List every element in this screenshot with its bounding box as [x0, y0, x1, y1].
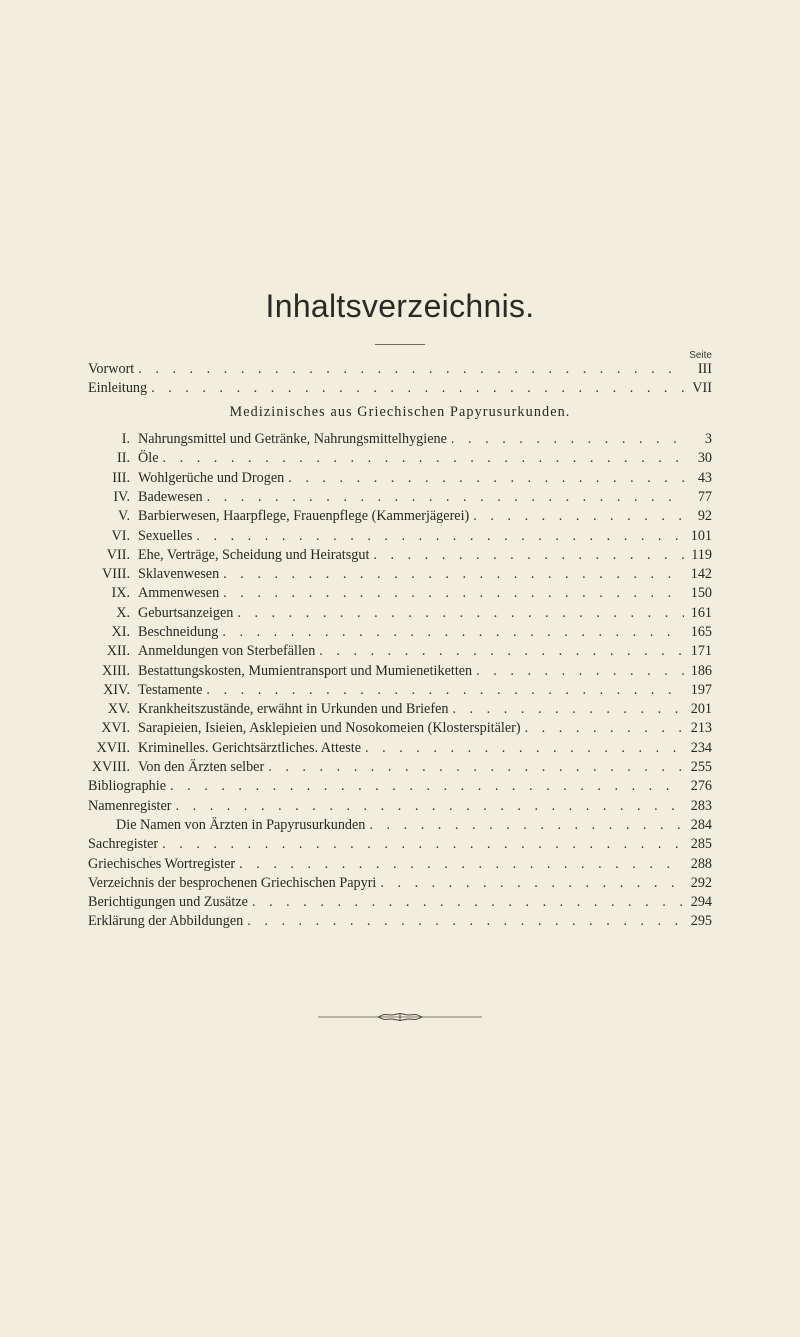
toc-entry [88, 359, 712, 379]
chapter-number: I. [121, 431, 130, 447]
chapter-number: XVIII. [91, 759, 130, 775]
chapter-number: XI. [111, 624, 130, 640]
dot-leader [373, 545, 684, 565]
toc-chapter-entry [88, 680, 712, 700]
page-number: 150 [690, 585, 712, 601]
page-number: 292 [690, 875, 712, 891]
dot-leader [138, 359, 684, 379]
toc-chapter-entry [88, 448, 712, 468]
dot-leader [247, 911, 684, 931]
dot-leader [176, 796, 684, 816]
chapter-number: XVII. [96, 740, 130, 756]
toc-chapter-entry [88, 641, 712, 661]
page-number: 43 [697, 470, 712, 486]
section-heading: Medizinisches aus Griechischen Papyrusurkunden. [229, 404, 571, 420]
toc-entry [88, 834, 712, 854]
dot-leader [170, 776, 684, 796]
entry-label: Beschneidung [138, 624, 219, 640]
page-number: 197 [690, 682, 712, 698]
entry-label: Krankheitszustände, erwähnt in Urkunden und Briefen [138, 701, 449, 717]
dot-leader [223, 583, 684, 603]
page-number: 101 [690, 528, 712, 544]
dot-leader [163, 448, 685, 468]
dot-leader [319, 641, 684, 661]
chapter-number: XII. [106, 643, 130, 659]
entry-label: Wohlgerüche und Drogen [138, 470, 285, 486]
entry-label: Badewesen [138, 489, 203, 505]
entry-label: Vorwort [88, 361, 135, 377]
page-number: 213 [690, 720, 712, 736]
toc-entry [88, 873, 712, 893]
toc-entry [88, 892, 712, 912]
toc-chapter-entry [88, 429, 712, 449]
page-number: 284 [690, 817, 712, 833]
dot-leader [239, 854, 684, 874]
dot-leader [473, 506, 684, 526]
dot-leader [380, 873, 684, 893]
page-number: 288 [690, 856, 712, 872]
chapter-number: IV. [113, 489, 130, 505]
chapter-number: X. [116, 605, 130, 621]
chapter-number: XVI. [101, 720, 130, 736]
toc-chapter-entry [88, 506, 712, 526]
dot-leader [223, 564, 684, 584]
page-number: III [697, 361, 712, 377]
page-number: 234 [690, 740, 712, 756]
entry-label: Barbierwesen, Haarpflege, Frauenpflege (Kammerjägerei) [138, 508, 470, 524]
page-number: 92 [697, 508, 712, 524]
toc-chapter-entry [88, 564, 712, 584]
entry-label: Geburtsanzeigen [138, 605, 234, 621]
entry-label: Von den Ärzten selber [138, 759, 265, 775]
dot-leader [206, 680, 684, 700]
chapter-number: VIII. [102, 566, 130, 582]
toc-entry [88, 854, 712, 874]
page-number: 165 [690, 624, 712, 640]
toc-chapter-entry [88, 699, 712, 719]
toc-chapter-entry [88, 622, 712, 642]
dot-leader [369, 815, 684, 835]
page-number: 255 [690, 759, 712, 775]
entry-label: Kriminelles. Gerichtsärztliches. Atteste [138, 740, 361, 756]
entry-label: Sachregister [88, 836, 159, 852]
page-number: VII [692, 380, 712, 396]
dot-leader [151, 378, 684, 398]
page-number: 171 [690, 643, 712, 659]
entry-label: Sexuelles [138, 528, 193, 544]
toc-chapter-entry [88, 545, 712, 565]
page-number: 161 [690, 605, 712, 621]
page-number: 283 [690, 798, 712, 814]
page-number: 77 [697, 489, 712, 505]
entry-label: Namenregister [88, 798, 172, 814]
toc-chapter-entry [88, 487, 712, 507]
chapter-number: VII. [106, 547, 130, 563]
dot-leader [207, 487, 684, 507]
chapter-number: III. [112, 470, 130, 486]
entry-label: Sklavenwesen [138, 566, 220, 582]
toc-chapter-entry [88, 738, 712, 758]
page-number: 30 [697, 450, 712, 466]
toc-chapter-entry [88, 583, 712, 603]
dot-leader [252, 892, 684, 912]
page-title: Inhaltsverzeichnis. [265, 288, 535, 324]
page-number: 285 [690, 836, 712, 852]
page-number: 201 [690, 701, 712, 717]
page-number: 142 [690, 566, 712, 582]
entry-label: Bestattungskosten, Mumientransport und Mumienetiketten [138, 663, 473, 679]
end-ornament [318, 1012, 482, 1022]
dot-leader [222, 622, 684, 642]
title-rule [375, 344, 425, 345]
toc-chapter-entry [88, 526, 712, 546]
entry-label: Erklärung der Abbildungen [88, 913, 244, 929]
entry-label: Ehe, Verträge, Scheidung und Heiratsgut [138, 547, 370, 563]
chapter-number: II. [117, 450, 130, 466]
dot-leader [196, 526, 684, 546]
toc-chapter-entry [88, 757, 712, 777]
dot-leader [365, 738, 684, 758]
chapter-number: VI. [111, 528, 130, 544]
chapter-number: XV. [107, 701, 130, 717]
toc-entry [88, 815, 712, 835]
seite-label: Seite [689, 350, 712, 361]
entry-label: Ammenwesen [138, 585, 220, 601]
dot-leader [288, 468, 684, 488]
entry-label: Die Namen von Ärzten in Papyrusurkunden [116, 817, 366, 833]
page-number: 186 [690, 663, 712, 679]
chapter-number: IX. [111, 585, 130, 601]
page-number: 3 [704, 431, 712, 447]
chapter-number: V. [118, 508, 130, 524]
dot-leader [452, 699, 684, 719]
dot-leader [237, 603, 684, 623]
dot-leader [268, 757, 684, 777]
dot-leader [451, 429, 684, 449]
dot-leader [476, 661, 684, 681]
chapter-number: XIV. [103, 682, 130, 698]
page-number: 294 [690, 894, 712, 910]
entry-label: Bibliographie [88, 778, 167, 794]
entry-label: Öle [138, 450, 159, 466]
entry-label: Anmeldungen von Sterbefällen [138, 643, 316, 659]
page-number: 276 [690, 778, 712, 794]
toc-chapter-entry [88, 468, 712, 488]
toc-chapter-entry [88, 718, 712, 738]
entry-label: Einleitung [88, 380, 148, 396]
entry-label: Nahrungsmittel und Getränke, Nahrungsmittelhygiene [138, 431, 447, 447]
chapter-number: XIII. [102, 663, 130, 679]
entry-label: Sarapieien, Isieien, Asklepieien und Nosokomeien (Klosterspitäler) [138, 720, 521, 736]
toc-entry [88, 776, 712, 796]
page-number: 295 [690, 913, 712, 929]
entry-label: Verzeichnis der besprochenen Griechischen Papyri [88, 875, 377, 891]
entry-label: Griechisches Wortregister [88, 856, 236, 872]
entry-label: Testamente [138, 682, 203, 698]
page-number: 119 [691, 547, 712, 563]
entry-label: Berichtigungen und Zusätze [88, 894, 248, 910]
toc-chapter-entry [88, 603, 712, 623]
toc-entry [88, 378, 712, 398]
toc-entry [88, 911, 712, 931]
toc-entry [88, 796, 712, 816]
dot-leader [162, 834, 684, 854]
dot-leader [525, 718, 684, 738]
toc-chapter-entry [88, 661, 712, 681]
